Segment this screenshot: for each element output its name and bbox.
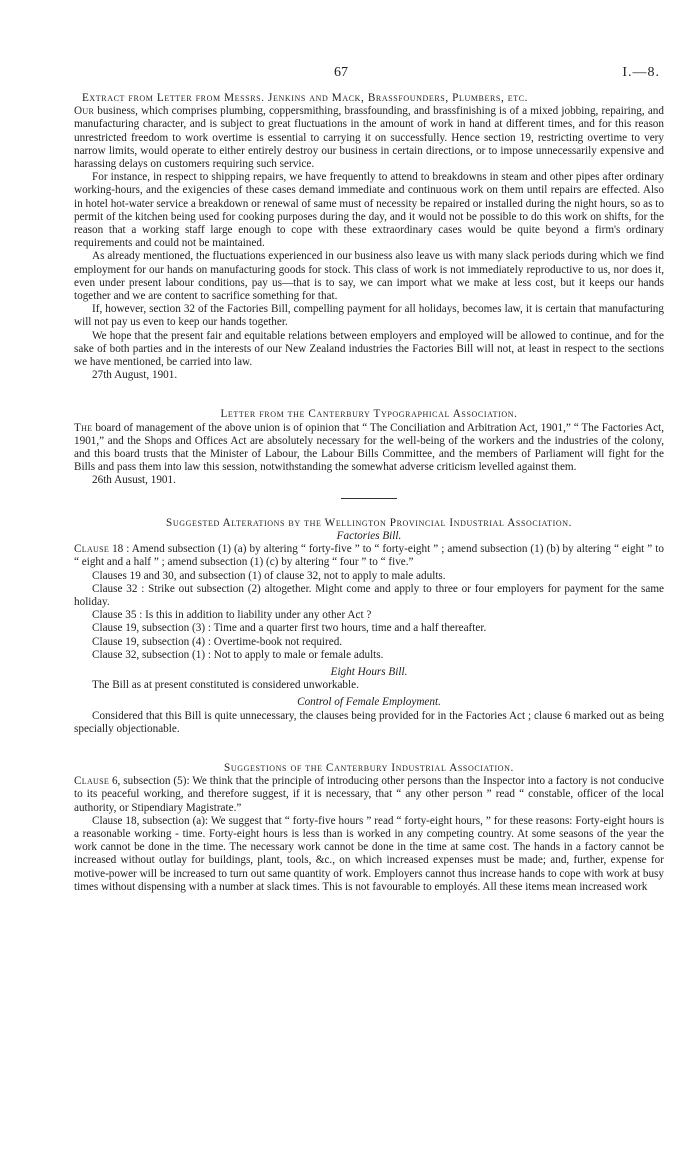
paragraph: Considered that this Bill is quite unnecessary, the clauses being provided for in the Factories Act ; clause 6 marked out as being specially objectionable. bbox=[74, 709, 664, 735]
page-number: 67 bbox=[334, 65, 348, 80]
section-heading-typographical: Letter from the Canterbury Typographical Association. bbox=[220, 408, 518, 421]
clause-item: Clauses 19 and 30, and subsection (1) of clause 32, not to apply to male adults. bbox=[92, 569, 446, 582]
subheading-eight-hours-bill: Eight Hours Bill. bbox=[330, 665, 408, 678]
page-reference: I.—8. bbox=[622, 65, 660, 80]
section-heading-jenkins-mack: Extract from Letter from Messrs. Jenkins and Mack, Brassfounders, Plumbers, etc. bbox=[82, 92, 529, 104]
paragraph: The Bill as at present constituted is considered unworkable. bbox=[92, 679, 359, 692]
paragraph: Our business, which comprises plumbing, coppersmithing, brassfounding, and brassfinishing is of a mixed jobbing, repairing, and manufacturing character, and is subject to great fluctuations in the amount of work in hand at different times, and for this reason unrestricted freedom to work overtime is essential to carrying it on successfully. Hence section 19, restricting overtime to very narrow limits, would operate to either entirely destroy our business in certain directions, or to impose unnecessarily expensive and harassing delays on customers requiring such service. bbox=[74, 105, 664, 171]
clause-item: Clause 18 : Amend subsection (1) (a) by altering “ forty-five ” to “ forty-eight ” ; amend subsection (1) (b) by altering “ eight ” to “ eight and a half ” ; amend subsection (1) (c) by altering “ four ” to “ five.” bbox=[74, 543, 664, 569]
page-header bbox=[74, 62, 664, 92]
clause-item: Clause 6, subsection (5): We think that the principle of introducing other persons than the Inspector into a factory is not conducive to its peaceful working, and therefore suggest, if it is necessary, that “ any other person ” read “ constable, officer of the local authority, or Stipendiary Magistrate.” bbox=[74, 775, 664, 814]
clause-item: Clause 19, subsection (3) : Time and a quarter first two hours, time and a half thereafter. bbox=[92, 622, 487, 635]
clause-item: Clause 18, subsection (a): We suggest that “ forty-five hours ” read “ forty-eight hours, ” for these reasons: Forty-eight hours is a reasonable working - time. Forty-eight hours is less than is worked in any competing country. At some seasons of the year the work cannot be done in the time. The necessary work cannot be done in the time at same cost. The hands in a factory cannot be increased without outlay for buildings, plant, tools, &c., on which increased expenses must be made; and, further, expense for motive-power will be increased to turn out same quantity of work. Employers cannot thus increase hands to cope with work at busy times without dispensing with a number at slack times. This is not favourable to employés. All these items mean increased work bbox=[74, 814, 664, 893]
paragraph: If, however, section 32 of the Factories Bill, compelling payment for all holidays, becomes law, it is certain that manufacturing will not pay us even to keep our hands together. bbox=[74, 303, 664, 329]
section-heading-wellington: Suggested Alterations by the Wellington Provincial Industrial Association. bbox=[166, 516, 572, 529]
paragraph: We hope that the present fair and equitable relations between employers and employed will be allowed to continue, and for the sake of both parties and in the interests of our New Zealand industries the Factories Bill will not, at least in respect to the sections we have mentioned, be carried into law. bbox=[74, 329, 664, 369]
letter-date: 27th August, 1901. bbox=[92, 369, 178, 382]
section-heading-canterbury-industrial: Suggestions of the Canterbury Industrial Association. bbox=[224, 761, 514, 774]
letter-date: 26th Ausust, 1901. bbox=[92, 474, 176, 487]
clause-item: Clause 19, subsection (4) : Overtime-book not required. bbox=[92, 635, 343, 648]
clause-item: Clause 32, subsection (1) : Not to apply to male or female adults. bbox=[92, 648, 384, 661]
clause-item: Clause 32 : Strike out subsection (2) altogether. Might come and apply to three or four employers for payment for the same holiday. bbox=[74, 582, 664, 608]
paragraph: As already mentioned, the fluctuations experienced in our business also leave us with many slack periods during which we find employment for our hands on manufacturing goods for stock. This class of work is not immediately reproductive to us, nor does it, even under present labour conditions, pay us—that is to say, we can import what we make at less cost, but it keeps our hands together and we are content to sacrifice something for that. bbox=[74, 250, 664, 303]
paragraph: The board of management of the above union is of opinion that “ The Conciliation and Arbitration Act, 1901,” “ The Factories Act, 1901,” and the Shops and Offices Act are absolutely necessary for the well-being of the workers and the industries of the colony, and this board trusts that the Minister of Labour, the Labour Bills Committee, and the members of Parliament will fight for the Bills and pass them into law this session, notwithstanding the somewhat adverse criticism levelled against them. bbox=[74, 421, 664, 474]
paragraph: For instance, in respect to shipping repairs, we have frequently to attend to breakdowns in steam and other pipes after ordinary working-hours, and the exigencies of these cases demand immediate and continuous work on them until repairs are effected. Also in hotel hot-water service a breakdown or renewal of same must of necessity be repaired or installed during the night hours, so as to permit of the kitchen being used for cooking purposes during the day, and it would not be possible to do this work on shifts, for the reason that a working staff large enough to cope with these extraordinary cases would be quite beyond a firm's ordinary requirements and could not be maintained. bbox=[74, 171, 664, 250]
clause-item: Clause 35 : Is this in addition to liability under any other Act ? bbox=[92, 609, 372, 622]
subheading-female-employment: Control of Female Employment. bbox=[297, 696, 441, 709]
subheading-factories-bill: Factories Bill. bbox=[336, 529, 402, 542]
